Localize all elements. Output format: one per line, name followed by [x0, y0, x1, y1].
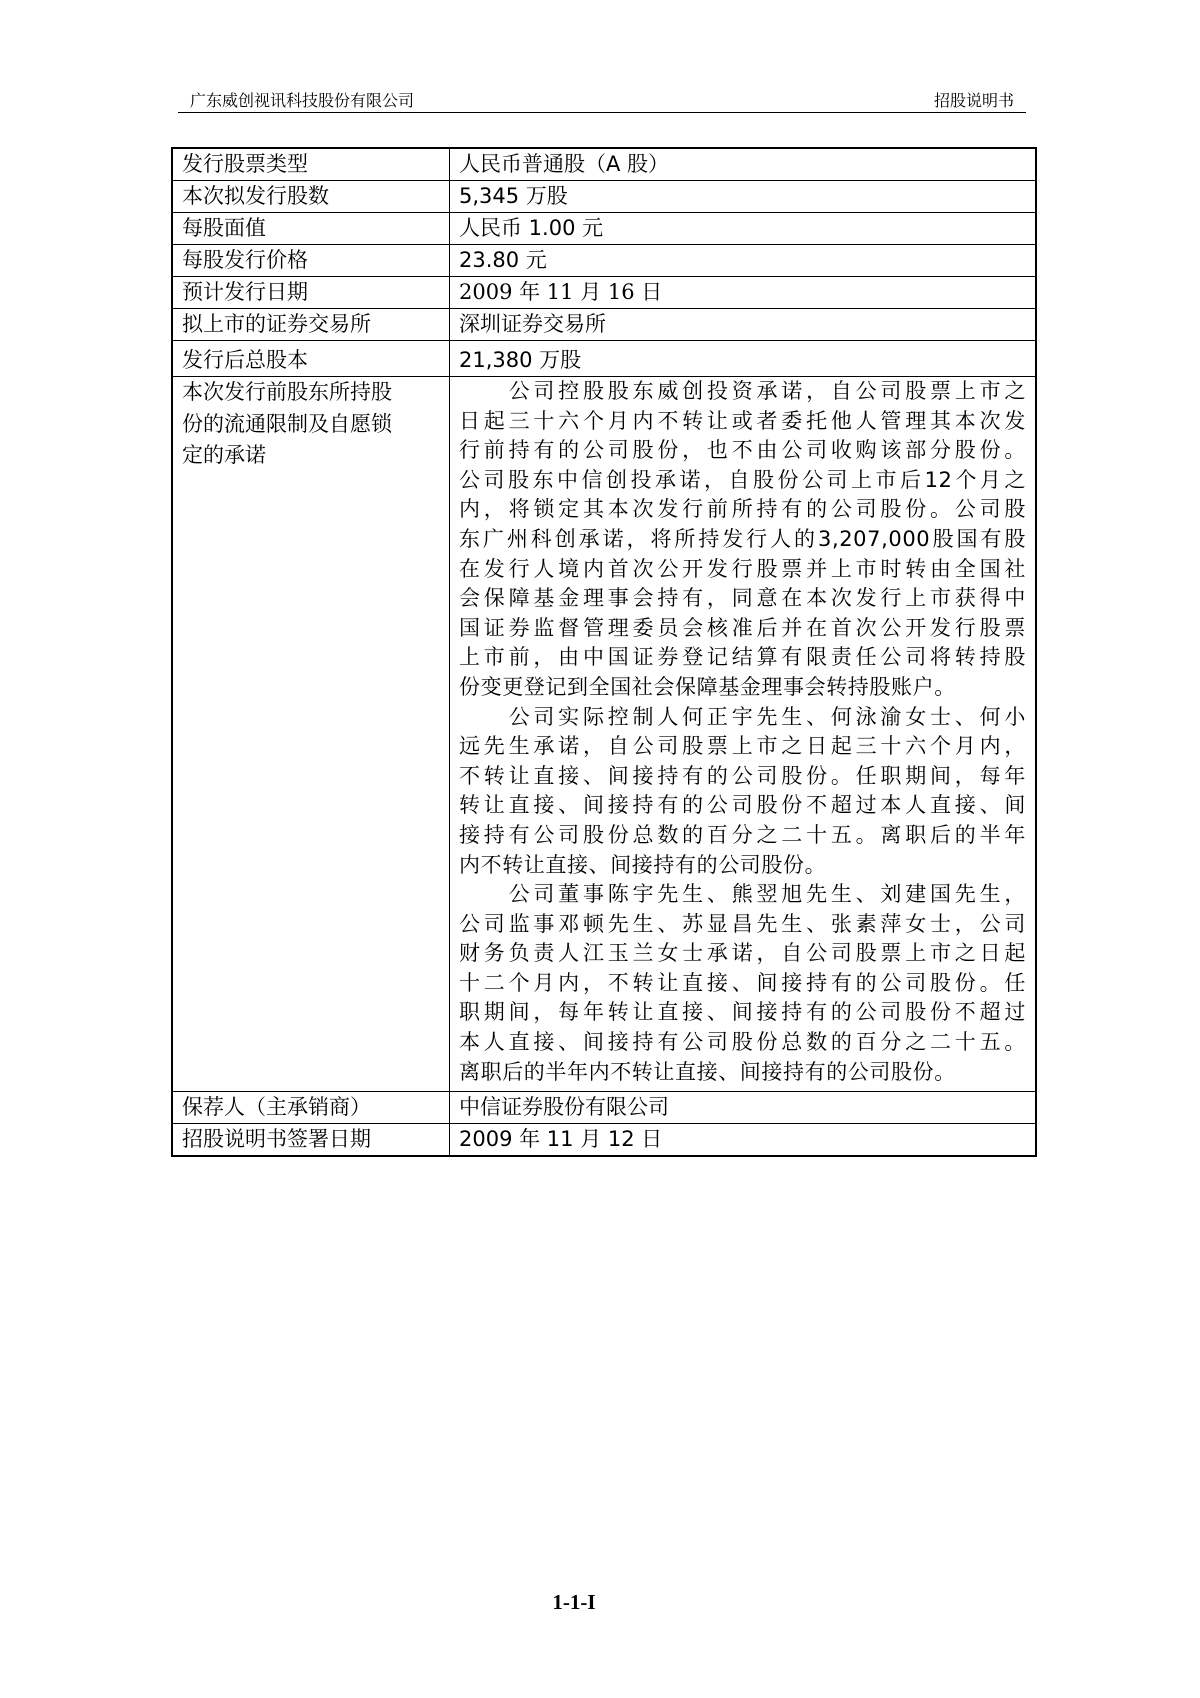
table-row: [172, 341, 1036, 377]
row-value: 21,380 万股: [450, 341, 1037, 377]
page-number: 1-1-I: [552, 1590, 596, 1614]
page-header: [178, 86, 1026, 113]
company-name: 广东威创视讯科技股份有限公司: [190, 91, 415, 110]
paragraph-line: 公司董事陈宇先生、熊翌旭先生、刘建国先生，: [459, 882, 1026, 907]
paragraph-line: 内，将锁定其本次发行前所持有的公司股份。公司股: [459, 497, 1026, 522]
table-row: [172, 1124, 1036, 1157]
paragraph-line: 上市前，由中国证券登记结算有限责任公司将转持股: [459, 645, 1026, 670]
paragraph-line: 行前持有的公司股份，也不由公司收购该部分股份。: [459, 438, 1026, 463]
paragraph-line: 国证券监督管理委员会核准后并在首次公开发行股票: [459, 615, 1026, 640]
row-label: 招股说明书签署日期: [172, 1124, 450, 1157]
table-row-lockup-commitment: [172, 377, 1036, 1092]
paragraph-line: 离职后的半年内不转让直接、间接持有的公司股份。: [459, 1059, 956, 1084]
paragraph-line: 公司实际控制人何正宇先生、何泳渝女士、何小: [459, 704, 1026, 729]
paragraph-line: 内不转让直接、间接持有的公司股份。: [459, 852, 827, 877]
paragraph-line: 远先生承诺，自公司股票上市之日起三十六个月内，: [459, 734, 1026, 759]
row-value: 深圳证券交易所: [450, 309, 1037, 341]
label-line: 定的承诺: [182, 443, 266, 467]
row-label: 拟上市的证券交易所: [172, 309, 450, 341]
row-label: 预计发行日期: [172, 277, 450, 309]
paragraph-line: 接持有公司股份总数的百分之二十五。离职后的半年: [459, 822, 1026, 847]
document-title: 招股说明书: [933, 91, 1014, 110]
paragraph-line: 在发行人境内首次公开发行股票并上市时转由全国社: [459, 556, 1026, 581]
table-row: [172, 213, 1036, 245]
paragraph-line: 公司控股股东威创投资承诺，自公司股票上市之: [459, 379, 1026, 403]
commitment-paragraph: [459, 880, 1026, 1087]
paragraph-line: 职期间，每年转让直接、间接持有的公司股份不超过: [459, 1000, 1026, 1025]
row-value: 人民币 1.00 元: [450, 213, 1037, 245]
paragraph-line: 十二个月内，不转让直接、间接持有的公司股份。任: [459, 970, 1026, 995]
paragraph-line: 公司监事邓顿先生、苏显昌先生、张素萍女士，公司: [459, 911, 1026, 936]
table-row: [172, 181, 1036, 213]
row-value: 人民币普通股（A 股）: [450, 148, 1037, 181]
row-value: [450, 377, 1037, 1092]
row-value: 2009 年 11 月 16 日: [450, 277, 1037, 309]
paragraph-line: 转让直接、间接持有的公司股份不超过本人直接、间: [459, 793, 1026, 818]
table-row: [172, 309, 1036, 341]
paragraph-line: 公司股东中信创投承诺，自股份公司上市后12个月之: [459, 467, 1026, 492]
table-row: [172, 277, 1036, 309]
paragraph-line: 不转让直接、间接持有的公司股份。任职期间，每年: [459, 763, 1026, 788]
row-label: 本次拟发行股数: [172, 181, 450, 213]
row-value: 中信证券股份有限公司: [450, 1092, 1037, 1124]
row-label: 保荐人（主承销商）: [172, 1092, 450, 1124]
row-value: 23.80 元: [450, 245, 1037, 277]
issuance-summary-table: [171, 147, 1037, 1157]
paragraph-line: 东广州科创承诺，将所持发行人的3,207,000股国有股: [459, 526, 1026, 551]
commitment-paragraph: [459, 377, 1026, 703]
row-label: 每股发行价格: [172, 245, 450, 277]
paragraph-line: 本人直接、间接持有公司股份总数的百分之二十五。: [459, 1030, 1026, 1055]
table-row: [172, 1092, 1036, 1124]
row-value: 5,345 万股: [450, 181, 1037, 213]
paragraph-line: 会保障基金理事会持有，同意在本次发行上市获得中: [459, 586, 1026, 611]
commitment-paragraph: [459, 703, 1026, 881]
label-line: 份的流通限制及自愿锁: [182, 411, 392, 436]
label-line: 本次发行前股东所持股: [182, 380, 392, 404]
paragraph-line: 份变更登记到全国社会保障基金理事会转持股账户。: [459, 674, 956, 699]
paragraph-line: 日起三十六个月内不转让或者委托他人管理其本次发: [459, 408, 1026, 433]
row-label: 发行后总股本: [172, 341, 450, 377]
paragraph-line: 财务负责人江玉兰女士承诺，自公司股票上市之日起: [459, 941, 1026, 966]
row-label: 每股面值: [172, 213, 450, 245]
row-label: [172, 377, 450, 1092]
table-row: [172, 148, 1036, 181]
row-label: 发行股票类型: [172, 148, 450, 181]
row-value: 2009 年 11 月 12 日: [450, 1124, 1037, 1157]
table-row: [172, 245, 1036, 277]
